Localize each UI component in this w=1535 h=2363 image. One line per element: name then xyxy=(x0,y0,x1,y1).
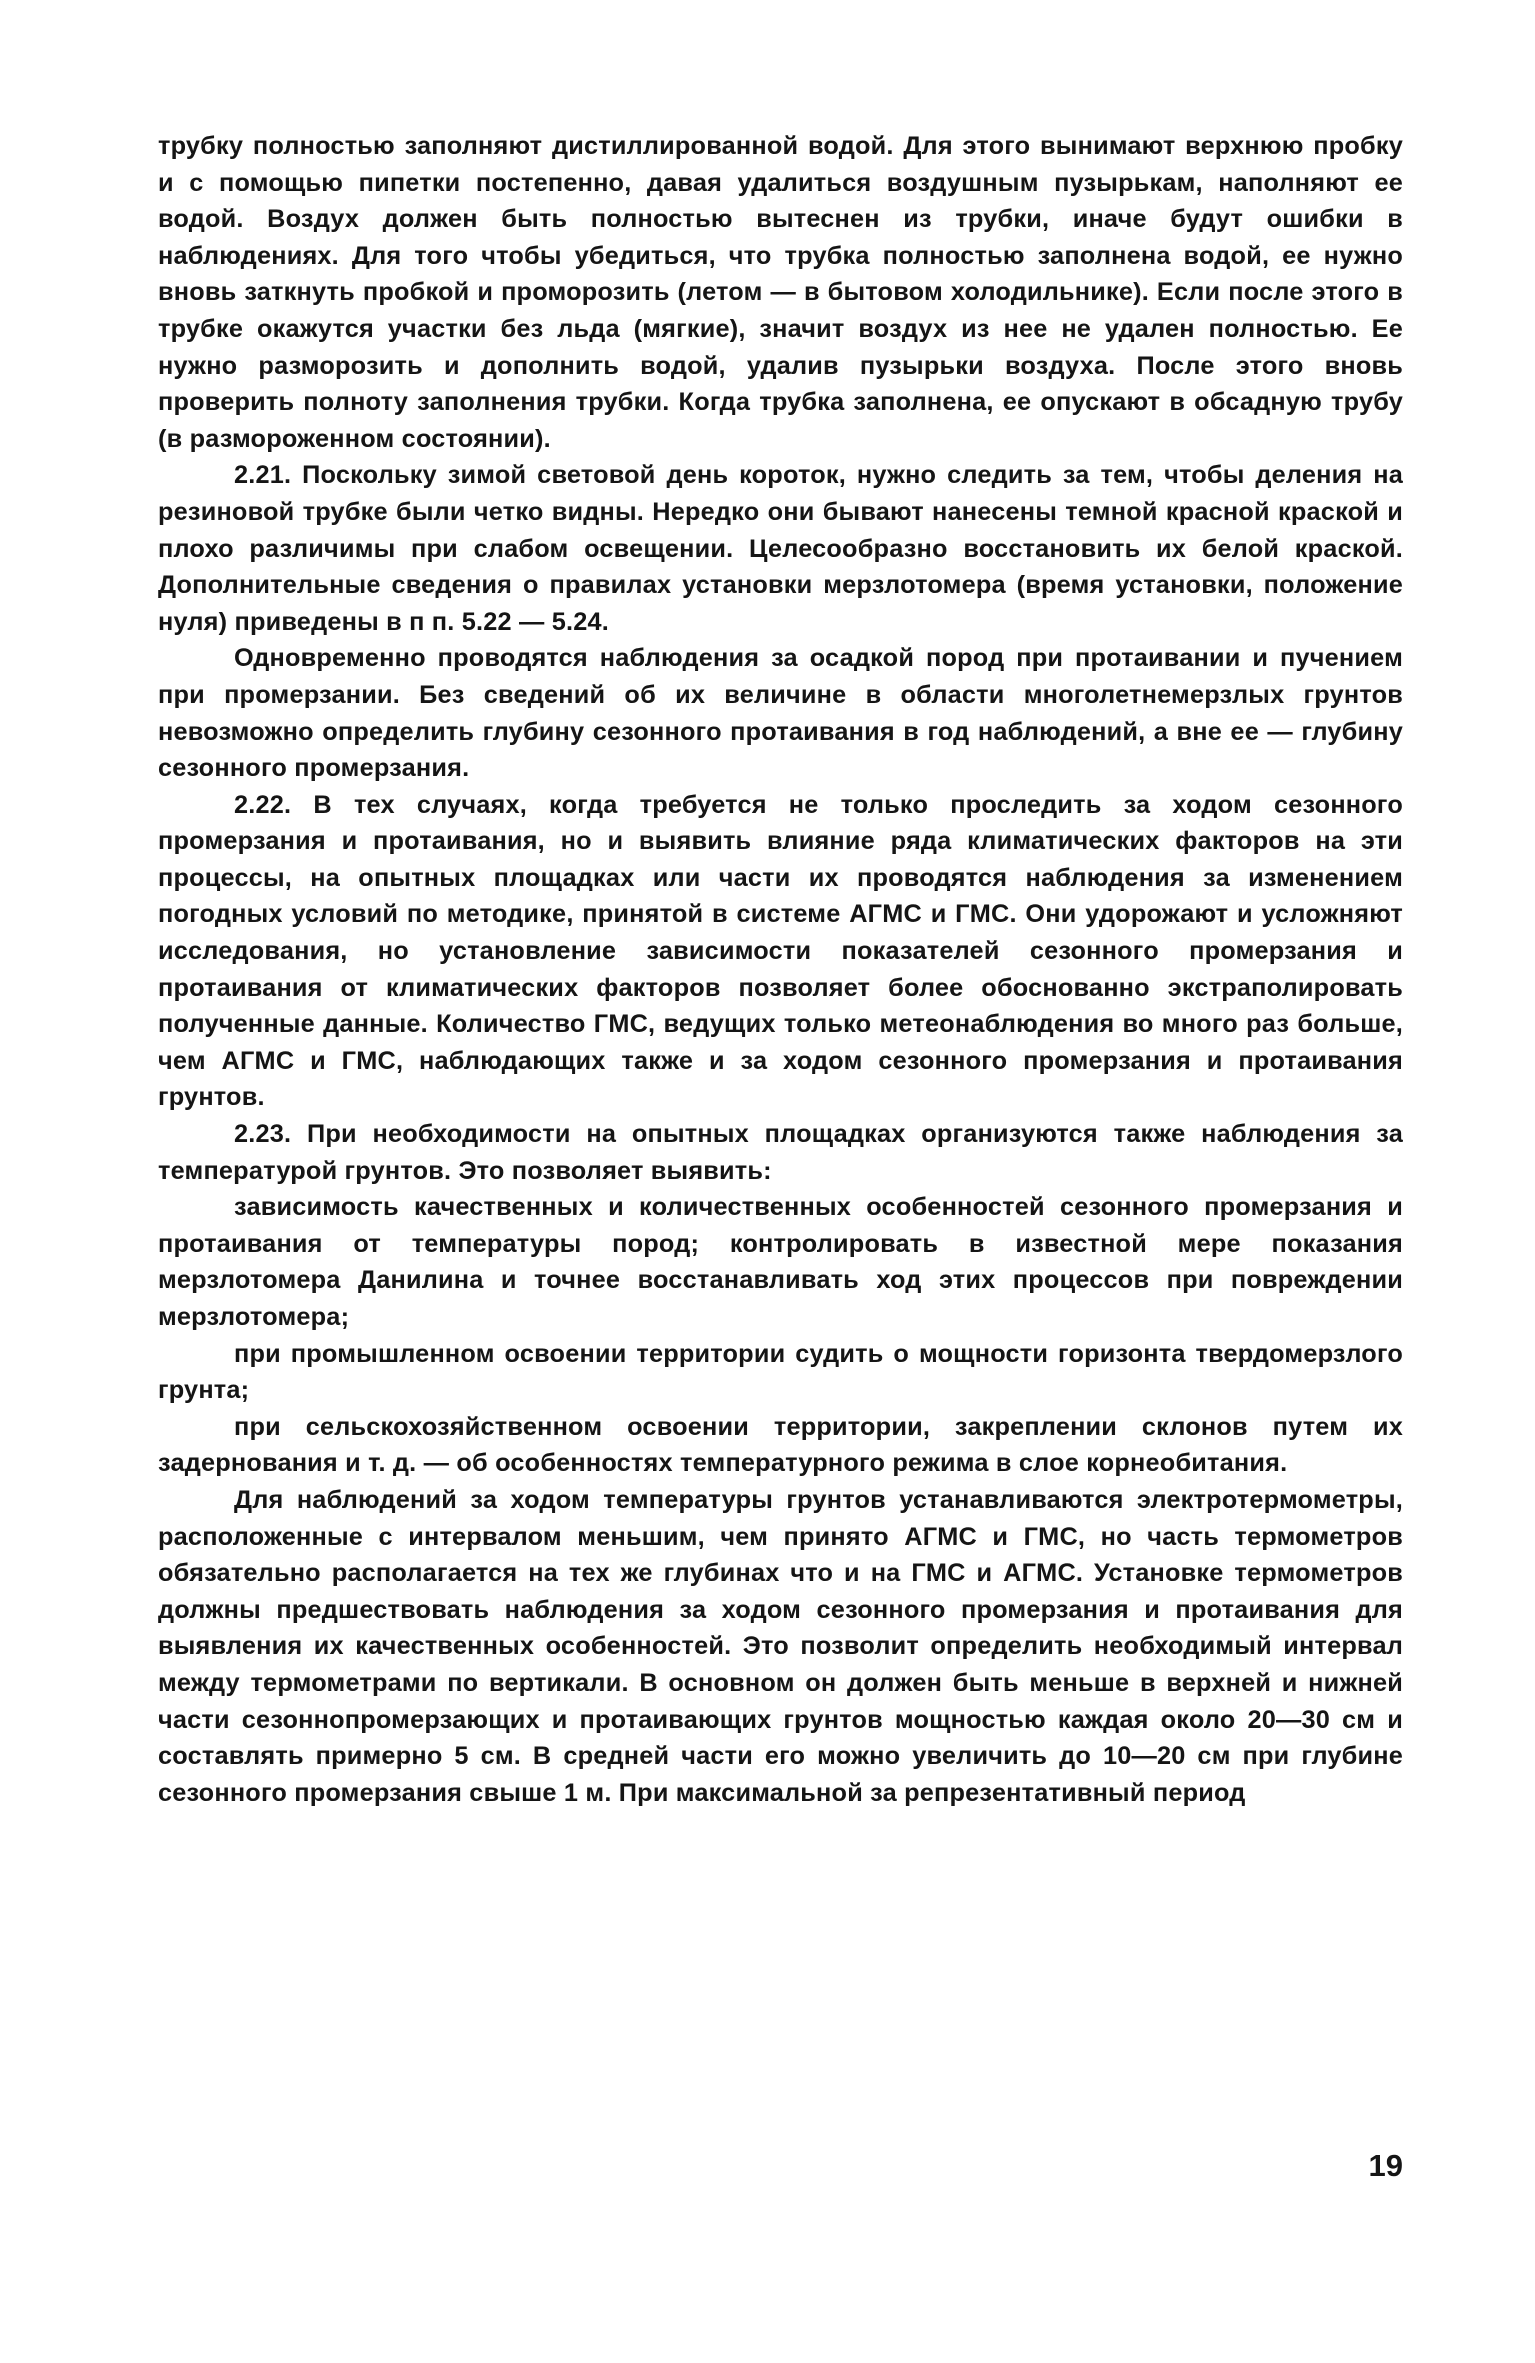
paragraph-observations: Одновременно проводятся наблюдения за осадкой пород при протаивании и пучением при промерзании. Без сведений об их величине в области многолетнемерзлых грунтов невозможно определить глубину сезонного протаивания в год наблюдений, а вне ее — глубину сезонного промерзания. xyxy=(158,644,1403,783)
list-item-industrial: при промышленном освоении территории судить о мощности горизонта твердомерзлого грунта; xyxy=(158,1339,1403,1405)
paragraph-2-22: 2.22. В тех случаях, когда требуется не только проследить за ходом сезонного промерзания и протаивания, но и выявить влияние ряда климатических факторов на эти процессы, на опытных площадках или части их проводятся наблюдения за изменением погодных условий по методике, принятой в системе АГМС и ГМС. Они удорожают и усложняют исследования, но установление зависимости показателей сезонного промерзания и протаивания от климатических факторов позволяет более обоснованно экстраполировать полученные данные. Количество ГМС, ведущих только метеонаблюдения во много раз больше, чем АГМС и ГМС, наблюдающих также и за ходом сезонного промерзания и протаивания грунтов. xyxy=(158,790,1403,1112)
list-item-agricultural: при сельскохозяйственном освоении территории, закреплении склонов путем их задернования и т. д. — об особенностях температурного режима в слое корнеобитания. xyxy=(158,1412,1403,1478)
page-number: 19 xyxy=(1368,2148,1403,2183)
list-item-dependence: зависимость качественных и количественных особенностей сезонного промерзания и протаивания от температуры пород; контролировать в известной мере показания мерзлотомера Данилина и точнее восстанавливать ход этих процессов при повреждении мерзлотомера; xyxy=(158,1193,1403,1331)
paragraph-2-21: 2.21. Поскольку зимой световой день короток, нужно следить за тем, чтобы деления на резиновой трубке были четко видны. Нередко они бывают нанесены темной красной краской и плохо различимы при слабом освещении. Целесообразно восстановить их белой краской. Дополнительные сведения о правилах установки мерзлотомера (время установки, положение нуля) приведены в п п. 5.22 — 5.24. xyxy=(158,461,1403,636)
paragraph-continuation: трубку полностью заполняют дистиллированной водой. Для этого вынимают верхнюю пробку и с помощью пипетки постепенно, давая удалиться воздушным пузырькам, наполняют ее водой. Воздух должен быть полностью вытеснен из трубки, иначе будут ошибки в наблюдениях. Для того чтобы убедиться, что трубка полностью заполнена водой, ее нужно вновь заткнуть пробкой и проморозить (летом — в бытовом холодильнике). Если после этого в трубке окажутся участки без льда (мягкие), значит воздух из нее не удален полностью. Ее нужно разморозить и дополнить водой, удалив пузырьки воздуха. После этого вновь проверить полноту заполнения трубки. Когда трубка заполнена, ее опускают в обсадную трубу (в размороженном состоянии). xyxy=(158,132,1403,453)
paragraph-2-23: 2.23. При необходимости на опытных площадках организуются также наблюдения за температурой грунтов. Это позволяет выявить: xyxy=(158,1120,1403,1185)
paragraph-thermometers: Для наблюдений за ходом температуры грунтов устанавливаются электротермометры, расположенные с интервалом меньшим, чем принято АГМС и ГМС, но часть термометров обязательно располагается на тех же глубинах что и на ГМС и АГМС. Установке термометров должны предшествовать наблюдения за ходом сезонного промерзания и протаивания для выявления их качественных особенностей. Это позволит определить необходимый интервал между термометрами по вертикали. В основном он должен быть меньше в верхней и нижней части сезоннопромерзающих и протаивающих грунтов мощностью каждая около 20—30 см и составлять примерно 5 см. В средней части его можно увеличить до 10—20 см при глубине сезонного промерзания свыше 1 м. При максимальной за репрезентативный период xyxy=(158,1485,1403,1807)
page-text-body xyxy=(158,128,1403,1811)
